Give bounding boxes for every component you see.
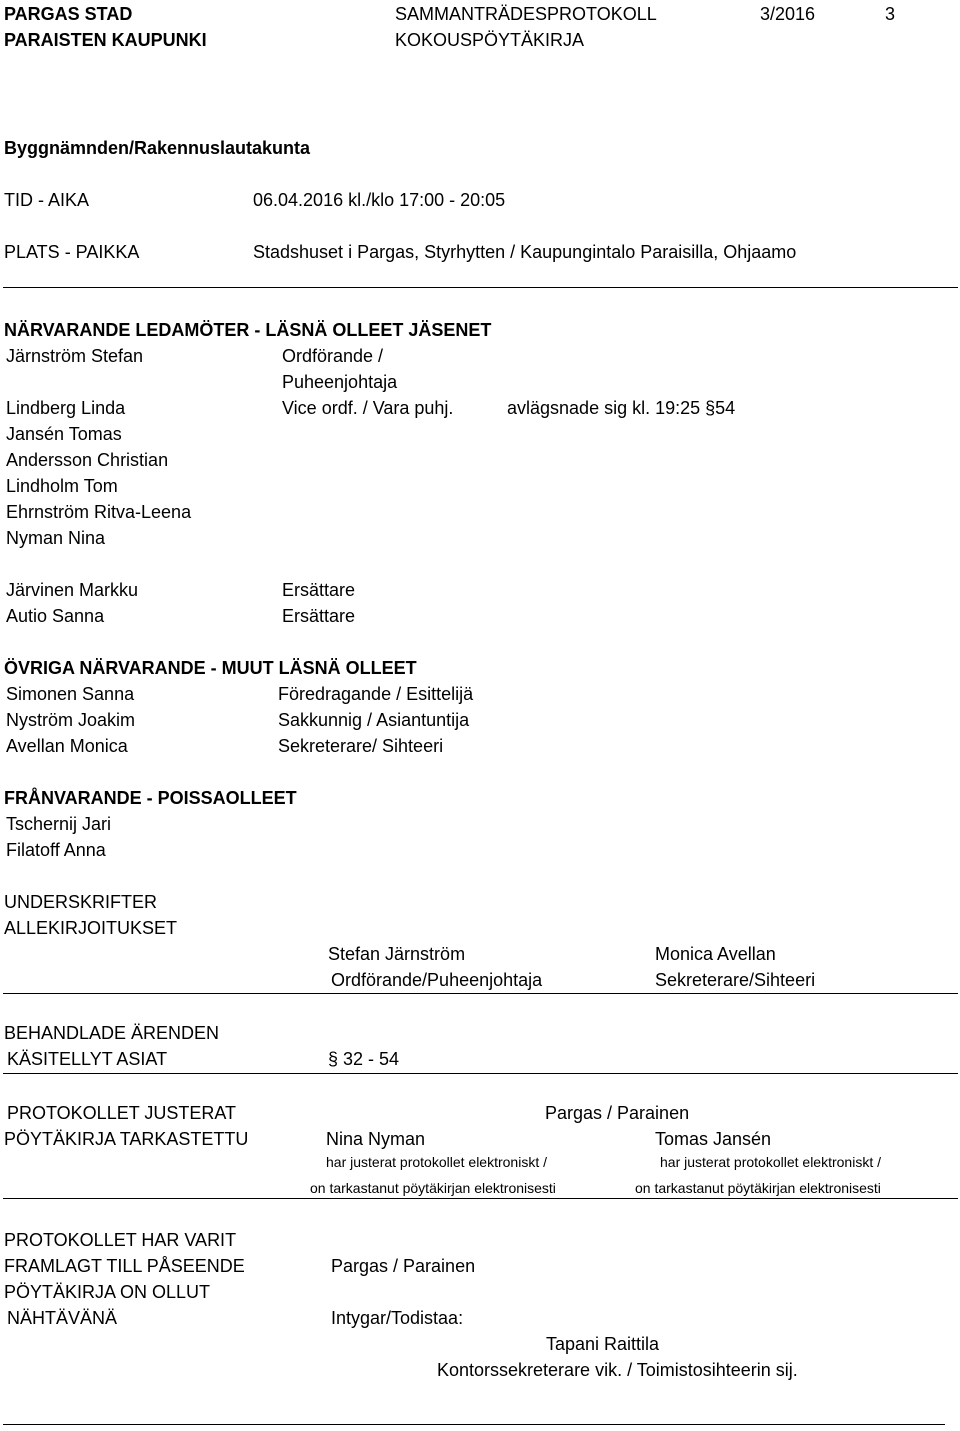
- time-value: 06.04.2016 kl./klo 17:00 - 20:05: [253, 190, 506, 210]
- display-label: NÄHTÄVÄNÄ: [7, 1308, 118, 1328]
- checker-note: har justerat protokollet elektroniskt /: [660, 1154, 881, 1170]
- checker-note-fi: on tarkastanut pöytäkirjan elektronisesti: [310, 1180, 556, 1196]
- substitute-name: Järvinen Markku: [6, 580, 139, 600]
- signatures-label-fi: ALLEKIRJOITUKSET: [4, 918, 178, 938]
- secretary-signature-title: Sekreterare/Sihteeri: [655, 970, 816, 990]
- other-present-name: Avellan Monica: [6, 736, 128, 756]
- checker-note: har justerat protokollet elektroniskt /: [326, 1154, 547, 1170]
- checker-note-fi: on tarkastanut pöytäkirjan elektronisesti: [635, 1180, 881, 1196]
- member-name: Ehrnström Ritva-Leena: [6, 502, 192, 522]
- doc-type-sv: SAMMANTRÄDESPROTOKOLL: [395, 4, 657, 24]
- chair-signature-title: Ordförande/Puheenjohtaja: [331, 970, 543, 990]
- matters-value: § 32 - 54: [328, 1049, 400, 1069]
- org-name-fi: PARAISTEN KAUPUNKI: [4, 30, 207, 50]
- display-place: Pargas / Parainen: [331, 1256, 476, 1276]
- other-present-role: Sakkunnig / Asiantuntija: [278, 710, 470, 730]
- chair-signature-name: Stefan Järnström: [328, 944, 466, 964]
- present-members-heading: NÄRVARANDE LEDAMÖTER - LÄSNÄ OLLEET JÄSENET: [4, 320, 492, 340]
- certified-label: Intygar/Todistaa:: [331, 1308, 464, 1328]
- secretary-signature-name: Monica Avellan: [655, 944, 776, 964]
- certifier-title: Kontorssekreterare vik. / Toimistosihteerin sij.: [437, 1360, 798, 1380]
- divider: [3, 1424, 945, 1425]
- divider: [3, 1198, 958, 1199]
- certifier-name: Tapani Raittila: [546, 1334, 660, 1354]
- substitute-role: Ersättare: [282, 606, 356, 626]
- substitute-role: Ersättare: [282, 580, 356, 600]
- member-name: Lindholm Tom: [6, 476, 118, 496]
- other-present-heading: ÖVRIGA NÄRVARANDE - MUUT LÄSNÄ OLLEET: [4, 658, 417, 678]
- display-label: PÖYTÄKIRJA ON OLLUT: [4, 1282, 211, 1302]
- chair-name: Järnström Stefan: [6, 346, 144, 366]
- chair-role: Ordförande /: [282, 346, 384, 366]
- substitute-name: Autio Sanna: [6, 606, 105, 626]
- vice-chair-name: Lindberg Linda: [6, 398, 126, 418]
- absent-name: Tschernij Jari: [6, 814, 112, 834]
- divider: [3, 993, 958, 994]
- verification-place: Pargas / Parainen: [545, 1103, 690, 1123]
- member-name: Nyman Nina: [6, 528, 106, 548]
- checker-name: Nina Nyman: [326, 1129, 426, 1149]
- other-present-role: Sekreterare/ Sihteeri: [278, 736, 444, 756]
- page-number: 3: [885, 4, 896, 24]
- matters-label-sv: BEHANDLADE ÄRENDEN: [4, 1023, 220, 1043]
- verification-label-sv: PROTOKOLLET JUSTERAT: [7, 1103, 237, 1123]
- signatures-label-sv: UNDERSKRIFTER: [4, 892, 158, 912]
- divider: [3, 287, 958, 288]
- board-name: Byggnämnden/Rakennuslautakunta: [4, 138, 311, 158]
- member-name: Jansén Tomas: [6, 424, 122, 444]
- chair-role-cont: Puheenjohtaja: [282, 372, 398, 392]
- divider: [3, 1073, 958, 1074]
- place-value: Stadshuset i Pargas, Styrhytten / Kaupungintalo Paraisilla, Ohjaamo: [253, 242, 797, 262]
- display-label: FRAMLAGT TILL PÅSEENDE: [4, 1256, 245, 1276]
- verification-label-fi: PÖYTÄKIRJA TARKASTETTU: [4, 1129, 249, 1149]
- checker-name: Tomas Jansén: [655, 1129, 772, 1149]
- place-label: PLATS - PAIKKA: [4, 242, 140, 262]
- org-name-sv: PARGAS STAD: [4, 4, 133, 24]
- matters-label-fi: KÄSITELLYT ASIAT: [7, 1049, 168, 1069]
- display-label: PROTOKOLLET HAR VARIT: [4, 1230, 237, 1250]
- vice-chair-role: Vice ordf. / Vara puhj.: [282, 398, 454, 418]
- other-present-name: Nyström Joakim: [6, 710, 136, 730]
- doc-type-fi: KOKOUSPÖYTÄKIRJA: [395, 30, 585, 50]
- other-present-name: Simonen Sanna: [6, 684, 135, 704]
- other-present-role: Föredragande / Esittelijä: [278, 684, 474, 704]
- absent-heading: FRÅNVARANDE - POISSAOLLEET: [4, 788, 297, 808]
- vice-chair-note: avlägsnade sig kl. 19:25 §54: [507, 398, 736, 418]
- time-label: TID - AIKA: [4, 190, 90, 210]
- member-name: Andersson Christian: [6, 450, 169, 470]
- absent-name: Filatoff Anna: [6, 840, 106, 860]
- protocol-number: 3/2016: [760, 4, 816, 24]
